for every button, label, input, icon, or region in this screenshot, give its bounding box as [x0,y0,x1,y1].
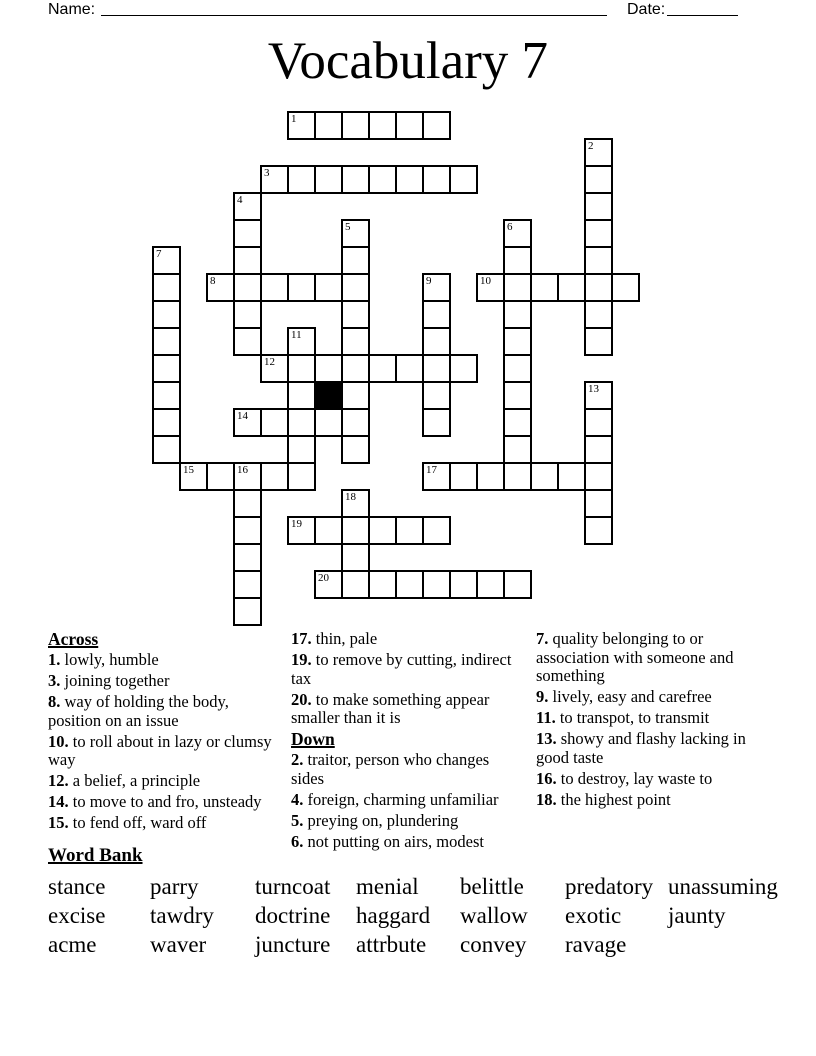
grid-cell[interactable] [449,570,478,599]
grid-cell[interactable] [368,165,397,194]
grid-cell[interactable] [368,516,397,545]
grid-cell[interactable] [260,408,289,437]
cell-number: 8 [210,275,216,287]
word-bank-word: acme [48,932,97,957]
grid-cell[interactable] [233,246,262,275]
grid-cell[interactable] [152,408,181,437]
grid-cell[interactable] [341,543,370,572]
grid-cell[interactable] [503,381,532,410]
grid-cell[interactable] [260,354,289,383]
grid-cell[interactable] [422,516,451,545]
word-bank-word: exotic [565,903,622,928]
grid-cell[interactable] [503,354,532,383]
cell-number: 6 [507,221,513,233]
grid-cell[interactable] [503,435,532,464]
word-bank-word: parry [150,874,199,899]
grid-cell[interactable] [341,354,370,383]
grid-cell[interactable] [152,273,181,302]
cell-number: 16 [237,464,248,476]
grid-cell[interactable] [395,165,424,194]
grid-cell[interactable] [584,516,613,545]
grid-cell[interactable] [233,570,262,599]
grid-cell[interactable] [368,570,397,599]
grid-cell[interactable] [341,516,370,545]
cell-number: 4 [237,194,243,206]
word-bank-word: turncoat [255,874,331,899]
word-bank-word: excise [48,903,106,928]
grid-cell[interactable] [260,273,289,302]
cell-number: 17 [426,464,437,476]
cell-number: 7 [156,248,162,260]
grid-cell[interactable] [584,165,613,194]
grid-cell[interactable] [422,408,451,437]
cell-number: 9 [426,275,432,287]
grid-cell[interactable] [395,354,424,383]
cell-number: 14 [237,410,248,422]
grid-cell[interactable] [584,435,613,464]
grid-cell[interactable] [422,570,451,599]
grid-cell[interactable] [368,354,397,383]
clue-across-10: 10. to roll about in lazy or clumsy way [48,731,272,769]
clues-column-3 [536,630,768,812]
word-bank-word: predatory [565,874,654,899]
grid-cell[interactable] [152,300,181,329]
clue-down-5: 5. preying on, plundering [291,810,459,830]
grid-cell[interactable] [233,273,262,302]
grid-cell[interactable] [584,273,613,302]
grid-cell[interactable] [503,462,532,491]
grid-cell[interactable] [287,381,316,410]
grid-cell[interactable] [152,246,181,275]
word-bank-word: stance [48,874,106,899]
grid-cell[interactable] [233,543,262,572]
clue-across-12: 12. a belief, a principle [48,771,201,790]
grid-cell[interactable] [584,138,613,167]
grid-cell[interactable] [341,165,370,194]
word-bank-word: menial [356,874,419,899]
clue-down-2: 2. traitor, person who changes sides [291,750,490,788]
clue-across-8: 8. way of holding the body, position on an issue [48,692,229,730]
grid-cell[interactable] [584,408,613,437]
grid-cell[interactable] [557,462,586,491]
cell-number: 5 [345,221,351,233]
grid-cell[interactable] [152,381,181,410]
grid-cell[interactable] [287,111,316,140]
clue-down-9: 9. lively, easy and carefree [536,687,712,706]
word-bank-word: wallow [460,903,528,928]
grid-cell[interactable] [611,273,640,302]
grid-cell[interactable] [476,570,505,599]
word-bank-word: convey [460,932,527,957]
clue-across-15: 15. to fend off, ward off [48,813,207,832]
clue-across-14: 14. to move to and fro, unsteady [48,792,262,811]
grid-cell[interactable] [341,111,370,140]
grid-cell[interactable] [233,327,262,356]
grid-cell[interactable] [422,300,451,329]
grid-cell[interactable] [260,462,289,491]
word-bank-word: haggard [356,903,431,928]
grid-cell[interactable] [206,273,235,302]
grid-cell[interactable] [503,219,532,248]
grid-cell[interactable] [476,462,505,491]
grid-cell[interactable] [422,354,451,383]
clue-down-4: 4. foreign, charming unfamiliar [291,789,499,809]
name-label: Name: [48,1,96,18]
grid-cell[interactable] [584,327,613,356]
grid-cell[interactable] [584,381,613,410]
grid-cell[interactable] [341,381,370,410]
grid-cell[interactable] [449,165,478,194]
cell-number: 18 [345,491,356,503]
grid-cell[interactable] [368,111,397,140]
grid-cell[interactable] [152,327,181,356]
grid-cell[interactable] [233,300,262,329]
grid-cell[interactable] [233,597,262,626]
grid-cell[interactable] [152,435,181,464]
cell-number: 19 [291,518,302,530]
grid-cell[interactable] [476,273,505,302]
clue-across-19: 19. to remove by cutting, indirect tax [291,650,512,688]
cell-number: 2 [588,140,594,152]
cell-number: 1 [291,113,297,125]
grid-cell[interactable] [584,300,613,329]
grid-cell[interactable] [584,192,613,221]
clue-down-11: 11. to transpot, to transmit [536,708,710,727]
grid-cell[interactable] [395,570,424,599]
grid-cell[interactable] [449,354,478,383]
grid-cell[interactable] [341,219,370,248]
grid-cell[interactable] [422,327,451,356]
grid-cell[interactable] [503,246,532,275]
cell-number: 13 [588,383,599,395]
date-label: Date: [627,1,666,18]
blocked-cell [314,381,343,410]
clue-down-7: 7. quality belonging to or association with someone and something [536,629,734,685]
grid-cell[interactable] [287,408,316,437]
grid-cell[interactable] [395,516,424,545]
clues-column-1 [48,630,274,835]
cell-number: 15 [183,464,194,476]
grid-cell[interactable] [422,273,451,302]
word-bank-word: belittle [460,874,524,899]
word-bank-word: waver [150,932,207,957]
grid-cell[interactable] [584,462,613,491]
clue-across-1: 1. lowly, humble [48,650,159,669]
grid-cell[interactable] [260,165,289,194]
grid-cell[interactable] [422,381,451,410]
word-bank-word: jaunty [668,903,726,928]
clue-down-16: 16. to destroy, lay waste to [536,768,713,788]
grid-cell[interactable] [503,408,532,437]
grid-cell[interactable] [503,273,532,302]
clue-down-18: 18. the highest point [536,789,671,809]
grid-cell[interactable] [422,111,451,140]
word-bank-word: tawdry [150,903,214,928]
grid-cell[interactable] [233,516,262,545]
grid-cell[interactable] [314,273,343,302]
cell-number: 12 [264,356,275,368]
grid-cell[interactable] [287,273,316,302]
grid-cell[interactable] [233,408,262,437]
grid-cell[interactable] [341,570,370,599]
word-bank-word: doctrine [255,903,331,928]
grid-cell[interactable] [341,300,370,329]
grid-cell[interactable] [233,489,262,518]
grid-cell[interactable] [422,462,451,491]
grid-cell[interactable] [584,489,613,518]
word-bank-word: unassuming [668,874,778,899]
clue-across-3: 3. joining together [48,671,170,690]
grid-cell[interactable] [314,408,343,437]
grid-cell[interactable] [287,327,316,356]
grid-cell[interactable] [341,246,370,275]
grid-cell[interactable] [503,327,532,356]
cell-number: 11 [291,329,302,341]
word-bank-word: ravage [565,932,627,957]
name-blank-line[interactable] [101,3,607,16]
clue-down-6: 6. not putting on airs, modest [291,831,484,851]
word-bank-word: attrbute [356,932,427,957]
word-bank-word: juncture [255,932,331,957]
grid-cell[interactable] [422,165,451,194]
grid-cell[interactable] [557,273,586,302]
cell-number: 10 [480,275,491,287]
grid-cell[interactable] [503,300,532,329]
grid-cell[interactable] [287,354,316,383]
clue-across-17: 17. thin, pale [291,629,378,648]
clue-across-20: 20. to make something appear smaller than it is [291,689,490,727]
grid-cell[interactable] [314,570,343,599]
grid-cell[interactable] [206,462,235,491]
grid-cell[interactable] [314,165,343,194]
grid-cell[interactable] [152,354,181,383]
across-header: Across [48,629,99,649]
grid-cell[interactable] [584,246,613,275]
grid-cell[interactable] [503,570,532,599]
page-title: Vocabulary 7 [267,32,549,90]
grid-cell[interactable] [449,462,478,491]
clue-down-13: 13. showy and flashy lacking in good taste [536,729,746,767]
cell-number: 3 [264,167,270,179]
grid-cell[interactable] [314,354,343,383]
grid-cell[interactable] [233,462,262,491]
grid-cell[interactable] [287,165,316,194]
grid-cell[interactable] [341,408,370,437]
grid-cell[interactable] [341,273,370,302]
clues-column-2 [291,630,523,854]
grid-cell[interactable] [584,219,613,248]
grid-cell[interactable] [395,111,424,140]
cell-number: 20 [318,572,329,584]
grid-cell[interactable] [341,327,370,356]
grid-cell[interactable] [233,219,262,248]
grid-cell[interactable] [314,516,343,545]
grid-cell[interactable] [287,462,316,491]
grid-cell[interactable] [233,192,262,221]
grid-cell[interactable] [341,435,370,464]
grid-cell[interactable] [287,435,316,464]
grid-cell[interactable] [341,489,370,518]
grid-cell[interactable] [314,111,343,140]
grid-cell[interactable] [530,462,559,491]
grid-cell[interactable] [179,462,208,491]
down-header: Down [291,729,335,749]
date-blank-line[interactable] [667,3,738,16]
grid-cell[interactable] [530,273,559,302]
grid-cell[interactable] [287,516,316,545]
word-bank-header: Word Bank [48,845,143,866]
